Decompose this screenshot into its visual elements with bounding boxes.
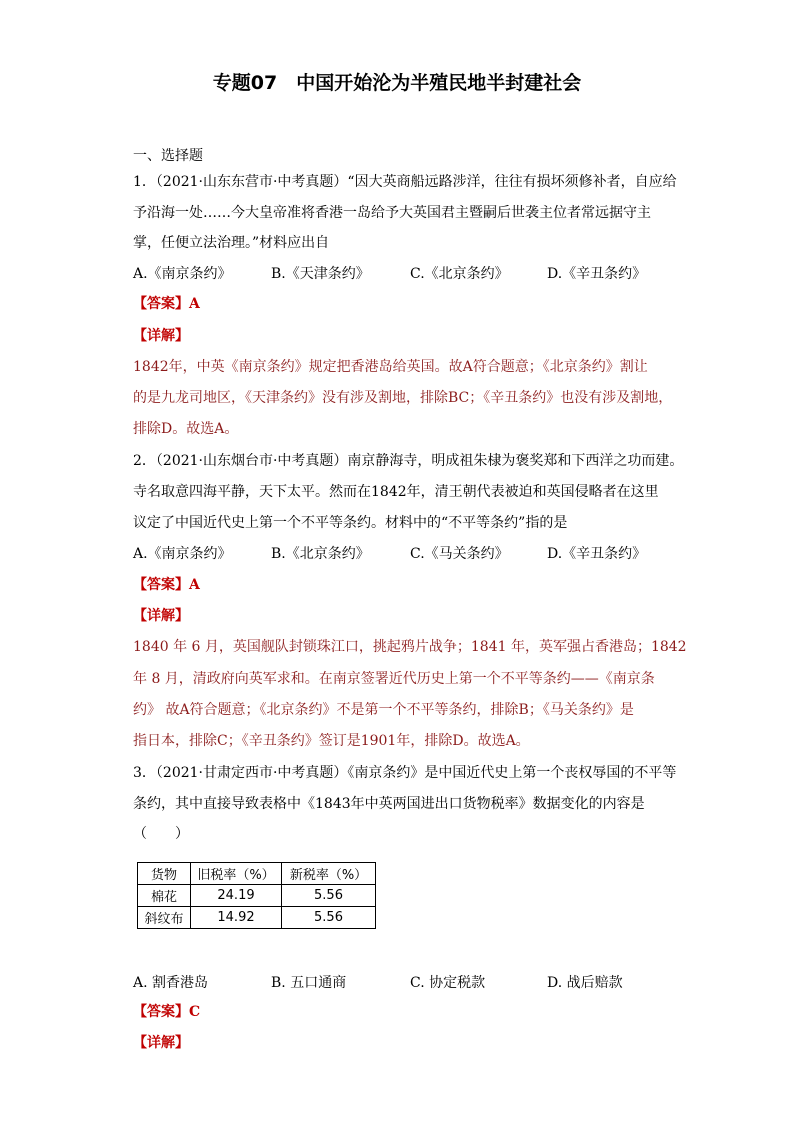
q3-stem-line-2: 条约，其中直接导致表格中《1843年中英两国进出口货物税率》数据变化的内容是: [133, 796, 645, 812]
table-cell: 24.19: [191, 885, 282, 907]
q3-answer: [133, 1002, 663, 1022]
q3-answer-value: C: [189, 1004, 201, 1020]
table-cell: 斜纹布: [138, 907, 191, 929]
q2-stem-line-3: 议定了中国近代史上第一个不平等条约。材料中的“不平等条约”指的是: [133, 515, 568, 531]
q2-explanation-line-2: 年 8 月，清政府向英军求和。在南京签署近代历史上第一个不平等条约——《南京条: [133, 671, 655, 687]
q1-answer-value: A: [189, 296, 200, 312]
q2-explanation-line-3: 约》 故A符合题意；《北京条约》不是第一个不平等条约，排除B；《马关条约》是: [133, 702, 634, 718]
q1-option-b: B.《天津条约》: [271, 266, 370, 282]
table-header-cell: 旧税率（%）: [191, 863, 282, 885]
q2-option-d: D.《辛丑条约》: [547, 546, 647, 562]
q2-stem-line-2: 寺名取意四海平静，天下太平。然而在1842年，清王朝代表被迫和英国侵略者在这里: [133, 484, 659, 500]
q2-option-c: C.《马关条约》: [410, 546, 509, 562]
table-header-row: [138, 863, 376, 885]
q2-detail-label: 【详解】: [133, 608, 189, 624]
q1-stem-line-3: 掌，任便立法治理。”材料应出自: [133, 235, 330, 251]
q2-options: [133, 543, 663, 563]
table-row: [138, 907, 376, 929]
tax-rate-table: [137, 862, 376, 929]
q1-option-d: D.《辛丑条约》: [547, 266, 647, 282]
q1-stem-line-2: 予沿海一处……今大皇帝准将香港一岛给予大英国君主暨嗣后世袭主位者常远据守主: [133, 205, 651, 221]
q1-option-a: A.《南京条约》: [133, 266, 232, 282]
q3-answer-label: 【答案】: [133, 1004, 189, 1020]
table-row: [138, 885, 376, 907]
page-title: 专题07 中国开始沦为半殖民地半封建社会: [212, 72, 582, 94]
q3-stem-line-3: （ ）: [133, 826, 189, 842]
q2-answer: [133, 575, 663, 595]
table-header-cell: 新税率（%）: [282, 863, 376, 885]
q2-explanation-line-1: 1840 年 6 月，英国舰队封锁珠江口，挑起鸦片战争；1841 年，英军强占香港岛；1842: [133, 639, 687, 655]
q1-option-c: C.《北京条约》: [410, 266, 509, 282]
table-header-cell: 货物: [138, 863, 191, 885]
q1-explanation-line-1: 1842年，中英《南京条约》规定把香港岛给英国。故A符合题意；《北京条约》割让: [133, 359, 648, 375]
q2-option-a: A.《南京条约》: [133, 546, 232, 562]
table-cell: 5.56: [282, 885, 376, 907]
q2-option-b: B.《北京条约》: [271, 546, 370, 562]
q3-option-b: B. 五口通商: [271, 975, 347, 991]
q3-option-d: D. 战后赔款: [547, 975, 623, 991]
q1-detail-label: 【详解】: [133, 328, 189, 344]
q1-answer: [133, 294, 663, 314]
q1-explanation-line-2: 的是九龙司地区，《天津条约》没有涉及割地，排除BC；《辛丑条约》也没有涉及割地，: [133, 390, 673, 406]
q1-explanation-line-3: 排除D。故选A。: [133, 421, 239, 437]
q3-options: [133, 972, 663, 992]
q2-answer-value: A: [189, 577, 200, 593]
q2-explanation-line-4: 指日本，排除C；《辛丑条约》签订是1901年，排除D。故选A。: [133, 733, 530, 749]
q2-answer-label: 【答案】: [133, 577, 189, 593]
q1-stem-line-1: 1．（2021·山东东营市·中考真题）“因大英商船远路涉洋，往往有损坏须修补者，自应给: [133, 174, 677, 190]
table-cell: 棉花: [138, 885, 191, 907]
table-cell: 14.92: [191, 907, 282, 929]
q3-detail-label: 【详解】: [133, 1035, 189, 1051]
q1-answer-label: 【答案】: [133, 296, 189, 312]
q3-option-c: C. 协定税款: [410, 975, 486, 991]
q3-stem-line-1: 3．（2021·甘肃定西市·中考真题）《南京条约》是中国近代史上第一个丧权辱国的不平等: [133, 765, 677, 781]
q2-stem-line-1: 2．（2021·山东烟台市·中考真题）南京静海寺，明成祖朱棣为褒奖郑和下西洋之功而建。: [133, 453, 684, 469]
q3-option-a: A. 割香港岛: [133, 975, 209, 991]
q1-options: [133, 263, 663, 283]
section-heading: 一、选择题: [133, 148, 203, 164]
table-cell: 5.56: [282, 907, 376, 929]
